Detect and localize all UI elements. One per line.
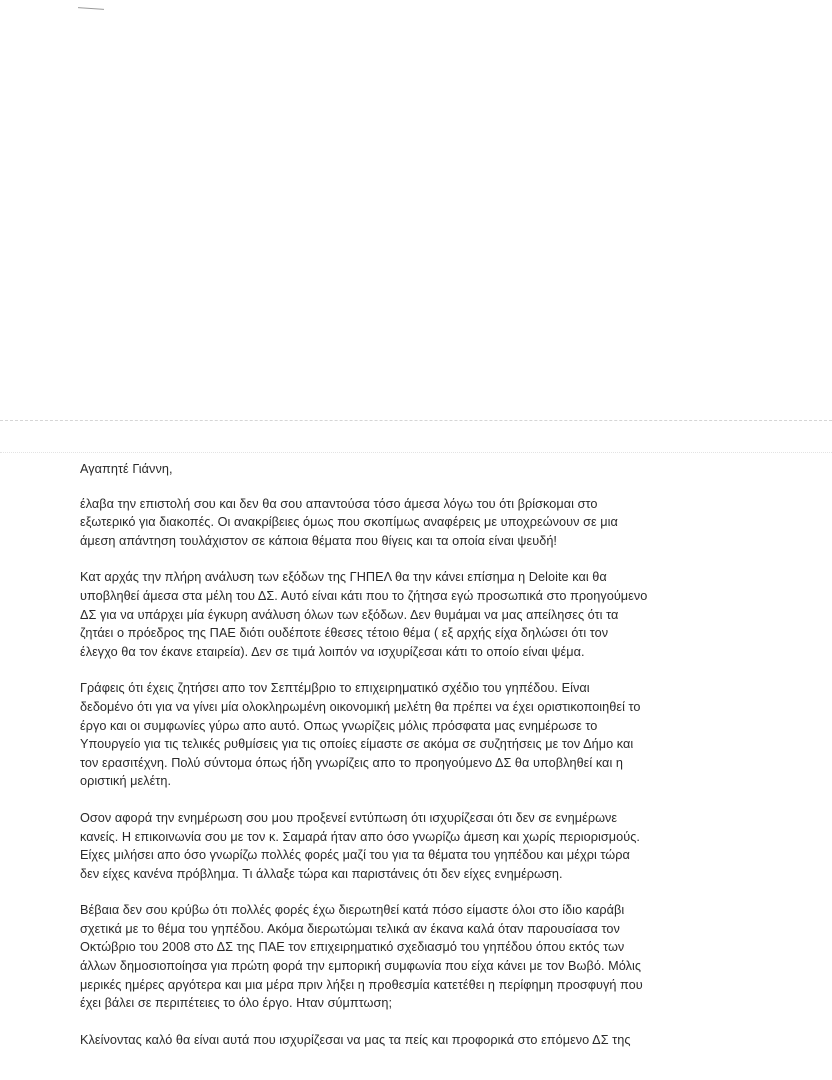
paragraph-line: άμεση απάντηση τουλάχιστον σε κάποια θέματα που θίγεις και τα οποία είναι ψευδή!: [80, 533, 558, 548]
salutation-text: Αγαπητέ Γιάννη,: [80, 462, 173, 476]
fold-line: [0, 420, 832, 421]
paragraph-line: ΔΣ για να υπάρχει μία έγκυρη ανάλυση όλων των εξόδων. Δεν θυμάμαι να μας απείλησες ότι τα: [80, 607, 619, 622]
paragraph-line: υποβληθεί άμεσα στα μέλη του ΔΣ. Αυτό είναι κάτι που το ζήτησα εγώ προσωπικά στο προηγούμενο: [80, 588, 648, 603]
paragraph-line: μερικές ημέρες αργότερα και μια μέρα πριν λήξει η προθεσμία κατετέθει η περίφημη προσφυγή που: [80, 977, 643, 992]
paragraph-line: έργο και οι συμφωνίες γύρω απο αυτό. Οπως γνωρίζεις μόλις πρόσφατα μας ενημέρωσε το: [80, 718, 598, 733]
salutation: [80, 460, 720, 479]
paragraph-line: Κατ αρχάς την πλήρη ανάλυση των εξόδων της ΓΗΠΕΛ θα την κάνει επίσημα η Deloite και θα: [80, 570, 607, 585]
paragraph-3: [80, 679, 720, 791]
paragraph-line: άλλων δημοσιοποίησα για πρώτη φορά την εμπορική συμφωνία που είχα κάνει με τον Βωβό. Μόλις: [80, 959, 642, 974]
paragraph-line: οριστική μελέτη.: [80, 774, 172, 789]
paragraph-line: Οσον αφορά την ενημέρωση σου μου προξενεί εντύπωση ότι ισχυρίζεσαι ότι δεν σε ενημέρωνε: [80, 810, 618, 825]
paragraph-line: κανείς. Η επικοινωνία σου με τον κ. Σαμαρά ήταν απο όσο γνωρίζω άμεση και χωρίς περιορισμούς.: [80, 829, 640, 844]
paragraph-line: εξωτερικό για διακοπές. Οι ανακρίβειες όμως που σκοπίμως αναφέρεις με υποχρεώνουν σε μια: [80, 515, 618, 530]
paragraph-6: [80, 1031, 720, 1050]
paragraph-line: έλαβα την επιστολή σου και δεν θα σου απαντούσα τόσο άμεσα λόγω του ότι βρίσκομαι στο: [80, 496, 598, 511]
paragraph-line: Κλείνοντας καλό θα είναι αυτά που ισχυρίζεσαι να μας τα πείς και προφορικά στο επόμενο ΔΣ της: [80, 1032, 631, 1047]
paragraph-line: τον ερασιτέχνη. Πολύ σύντομα όπως ήδη γνωρίζεις απο το προηγούμενο ΔΣ θα υποβληθεί και η: [80, 755, 623, 770]
paragraph-line: σχετικά με το θέμα του γηπέδου. Ακόμα διερωτώμαι τελικά αν έκανα καλά όταν παρουσίασα τον: [80, 921, 620, 936]
paragraph-line: Γράφεις ότι έχεις ζητήσει απο τον Σεπτέμβριο το επιχειρηματικό σχέδιο του γηπέδου. Είναι: [80, 681, 590, 696]
paragraph-line: δεν είχες κανένα πρόβλημα. Τι άλλαξε τώρα και παριστάνεις ότι δεν είχες ενημέρωση.: [80, 866, 563, 881]
paragraph-line: έλεγχο θα τον έκανε εταιρεία). Δεν σε τιμά λοιπόν να ισχυρίζεσαι κάτι το οποίο είναι ψέμα.: [80, 644, 585, 659]
paragraph-1: [80, 495, 720, 551]
paragraph-line: ζητάει ο πρόεδρος της ΠΑΕ διότι ουδέποτε έθεσες τέτοιο θέμα ( εξ αρχής είχα δηλώσει ότι τον: [80, 626, 609, 641]
paragraph-5: [80, 901, 720, 1013]
paragraph-line: δεδομένο ότι για να γίνει μία ολοκληρωμένη οικονομική μελέτη θα πρέπει να έχει οριστικοποιηθεί το: [80, 699, 641, 714]
paragraph-line: Βέβαια δεν σου κρύβω ότι πολλές φορές έχω διερωτηθεί κατά πόσο είμαστε όλοι στο ίδιο καράβι: [80, 903, 625, 918]
paragraph-4: [80, 809, 720, 883]
fold-line-secondary: [0, 452, 832, 453]
scan-mark: [78, 7, 104, 10]
letter-body: [80, 460, 720, 1065]
paragraph-line: έχει βάλει σε περιπέτειες το όλο έργο. Ηταν σύμπτωση;: [80, 996, 393, 1011]
paragraph-2: [80, 568, 720, 661]
paragraph-line: Οκτώβριο του 2008 στο ΔΣ της ΠΑΕ τον επιχειρηματικό σχεδιασμό του γηπέδου όπου εκτός των: [80, 940, 625, 955]
paragraph-line: Υπουργείο για τις τελικές ρυθμίσεις για τις οποίες είμαστε σε ακόμα σε συζητήσεις με τον Δήμο και: [80, 737, 634, 752]
paragraph-line: Είχες μιλήσει απο όσο γνωρίζω πολλές φορές μαζί του για τα θέματα του γηπέδου και μέχρι τώρα: [80, 848, 630, 863]
